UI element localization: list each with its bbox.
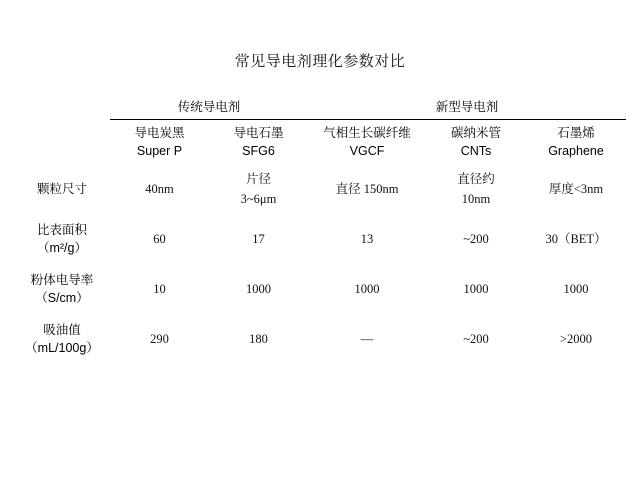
- column-header-cnts-cn: 碳纳米管: [451, 126, 502, 140]
- cell-particle-size-sfg6: [209, 164, 308, 214]
- column-header-super-p-cn: 导电炭黑: [134, 126, 185, 140]
- cell-text-l1: 1000: [246, 282, 271, 297]
- cell-text-l1: 13: [360, 232, 374, 247]
- column-header-sfg6-cn: 导电石墨: [233, 126, 284, 140]
- column-header-graphene-cn: 石墨烯: [557, 126, 595, 140]
- parameter-comparison-table: [14, 93, 626, 364]
- row-label-oil-line2: （mL/100g）: [25, 341, 99, 356]
- row-label-conductivity-line1: 粉体电导率: [30, 272, 94, 287]
- column-header-cnts: [426, 120, 526, 165]
- cell-particle-size-vgcf: [308, 164, 426, 214]
- row-label-particle-size: [14, 164, 110, 214]
- document-page: [0, 50, 640, 490]
- cell-text-l1: 290: [150, 332, 169, 347]
- row-label-oil-absorption: [14, 314, 110, 364]
- cell-conductivity-vgcf: [308, 264, 426, 314]
- cell-text-l1: 1000: [354, 282, 380, 297]
- table-row: [14, 214, 626, 264]
- column-header-graphene-en: Graphene: [548, 144, 604, 159]
- row-label-ssa-line1: 比表面积: [36, 222, 87, 237]
- cell-text-l1: >2000: [559, 332, 593, 347]
- cell-conductivity-super-p: [110, 264, 209, 314]
- cell-ssa-vgcf: [308, 214, 426, 264]
- cell-ssa-cnts: [426, 214, 526, 264]
- cell-text-l1: 直径 150nm: [335, 182, 399, 197]
- column-header-sfg6-en: SFG6: [242, 144, 275, 159]
- cell-oil-sfg6: [209, 314, 308, 364]
- cell-conductivity-graphene: [526, 264, 626, 314]
- cell-ssa-graphene: [526, 214, 626, 264]
- column-header-super-p: [110, 120, 209, 165]
- column-header-blank: [14, 120, 110, 165]
- table-row: [14, 314, 626, 364]
- column-header-vgcf: [308, 120, 426, 165]
- cell-text-l1: 10: [153, 282, 166, 297]
- cell-text-l1: 1000: [463, 282, 489, 297]
- table-row: [14, 164, 626, 214]
- row-label-conductivity-line2: （S/cm）: [35, 291, 89, 306]
- cell-text-l2: 3~6μm: [240, 192, 277, 207]
- cell-conductivity-sfg6: [209, 264, 308, 314]
- group-header-traditional: 传统导电剂: [110, 93, 308, 120]
- cell-text-l1: 60: [153, 232, 166, 247]
- column-header-sfg6: [209, 120, 308, 165]
- cell-text-l1: 1000: [563, 282, 589, 297]
- table-row: [14, 264, 626, 314]
- row-label-ssa-line2: （m²/g）: [36, 241, 87, 256]
- cell-oil-super-p: [110, 314, 209, 364]
- table-group-header-row: [14, 93, 626, 120]
- table-container: [14, 93, 626, 364]
- column-header-cnts-en: CNTs: [460, 144, 492, 159]
- cell-ssa-super-p: [110, 214, 209, 264]
- cell-text-l1: 17: [252, 232, 265, 247]
- cell-text-l1: 厚度<3nm: [548, 182, 604, 197]
- cell-oil-graphene: [526, 314, 626, 364]
- cell-text-l1: 180: [249, 332, 268, 347]
- cell-text-l2: 10nm: [461, 192, 491, 207]
- row-label-oil-line1: 吸油值: [43, 322, 81, 337]
- column-header-vgcf-cn: 气相生长碳纤维: [323, 126, 411, 140]
- row-label-specific-surface-area: [14, 214, 110, 264]
- column-header-graphene: [526, 120, 626, 165]
- row-label-powder-conductivity: [14, 264, 110, 314]
- cell-ssa-sfg6: [209, 214, 308, 264]
- column-header-super-p-en: Super P: [136, 144, 183, 159]
- cell-particle-size-graphene: [526, 164, 626, 214]
- cell-text-l1: ~200: [463, 232, 489, 247]
- column-header-vgcf-en: VGCF: [349, 144, 385, 159]
- cell-oil-vgcf: [308, 314, 426, 364]
- group-header-new: 新型导电剂: [308, 93, 626, 120]
- cell-text-l1: —: [360, 332, 374, 347]
- cell-oil-cnts: [426, 314, 526, 364]
- table-column-header-row: [14, 120, 626, 165]
- cell-text-l1: 直径约: [457, 172, 495, 187]
- cell-particle-size-cnts: [426, 164, 526, 214]
- cell-text-l1: 30（BET）: [545, 232, 607, 247]
- cell-conductivity-cnts: [426, 264, 526, 314]
- cell-text-l1: 片径: [246, 172, 272, 187]
- page-title: 常见导电剂理化参数对比: [234, 53, 406, 70]
- row-label-particle-size-line1: 颗粒尺寸: [36, 181, 87, 196]
- cell-text-l1: 40nm: [145, 182, 174, 197]
- cell-particle-size-super-p: [110, 164, 209, 214]
- cell-text-l1: ~200: [463, 332, 489, 347]
- group-header-spacer: [14, 93, 110, 120]
